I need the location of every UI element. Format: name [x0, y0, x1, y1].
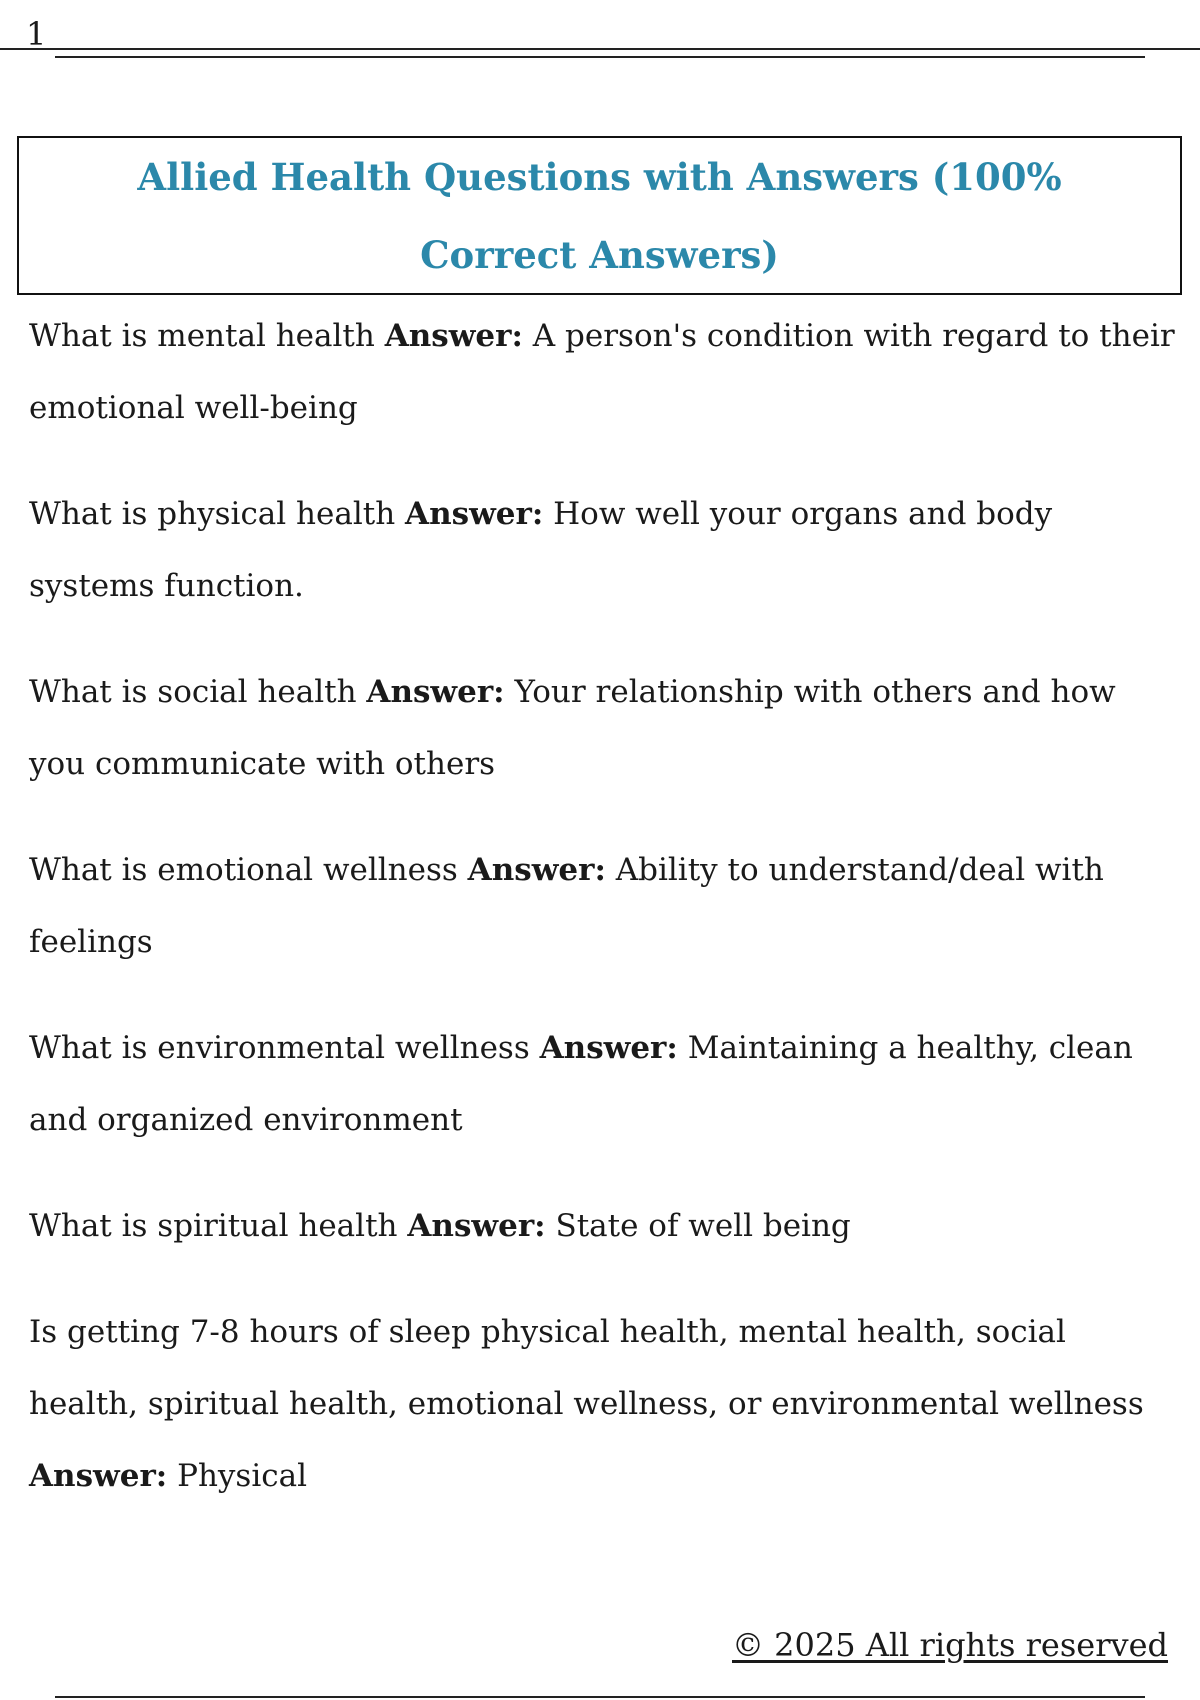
header-rule — [0, 48, 1200, 50]
answer-text: Physical — [177, 1458, 308, 1494]
question-text: Is getting 7-8 hours of sleep physical health, mental health, social health, spiritual health, emotional wellness, or environmental wellness — [29, 1314, 1144, 1422]
answer-label: Answer: — [29, 1458, 168, 1494]
footer-rule — [55, 1696, 1145, 1698]
document-title: Allied Health Questions with Answers (100% Correct Answers) — [137, 154, 1062, 277]
question-text: What is physical health — [29, 496, 396, 532]
qa-item — [29, 656, 1179, 800]
answer-label: Answer: — [539, 1030, 678, 1066]
qa-item — [29, 478, 1179, 622]
title-box — [17, 136, 1182, 295]
qa-list — [29, 300, 1179, 1546]
question-text: What is social health — [29, 674, 357, 710]
qa-item — [29, 834, 1179, 978]
qa-item — [29, 300, 1179, 444]
question-text: What is mental health — [29, 318, 375, 354]
answer-text: Ability to understand/deal with feelings — [29, 852, 1104, 960]
answer-label: Answer: — [405, 496, 544, 532]
answer-label: Answer: — [384, 318, 523, 354]
answer-label: Answer: — [366, 674, 505, 710]
answer-label: Answer: — [407, 1208, 546, 1244]
page-number: 1 — [26, 15, 47, 53]
header-rule-inner — [55, 56, 1145, 58]
answer-text: Your relationship with others and how you communicate with others — [29, 674, 1116, 782]
qa-item — [29, 1012, 1179, 1156]
answer-text: How well your organs and body systems function. — [29, 496, 1053, 604]
question-text: What is spiritual health — [29, 1208, 398, 1244]
copyright-footer: © 2025 All rights reserved — [732, 1626, 1168, 1664]
answer-text: State of well being — [555, 1208, 851, 1244]
qa-item — [29, 1190, 1179, 1262]
qa-item — [29, 1296, 1179, 1512]
answer-text: A person's condition with regard to their emotional well-being — [29, 318, 1175, 426]
question-text: What is environmental wellness — [29, 1030, 530, 1066]
question-text: What is emotional wellness — [29, 852, 458, 888]
answer-label: Answer: — [467, 852, 606, 888]
answer-text: Maintaining a healthy, clean and organized environment — [29, 1030, 1133, 1138]
